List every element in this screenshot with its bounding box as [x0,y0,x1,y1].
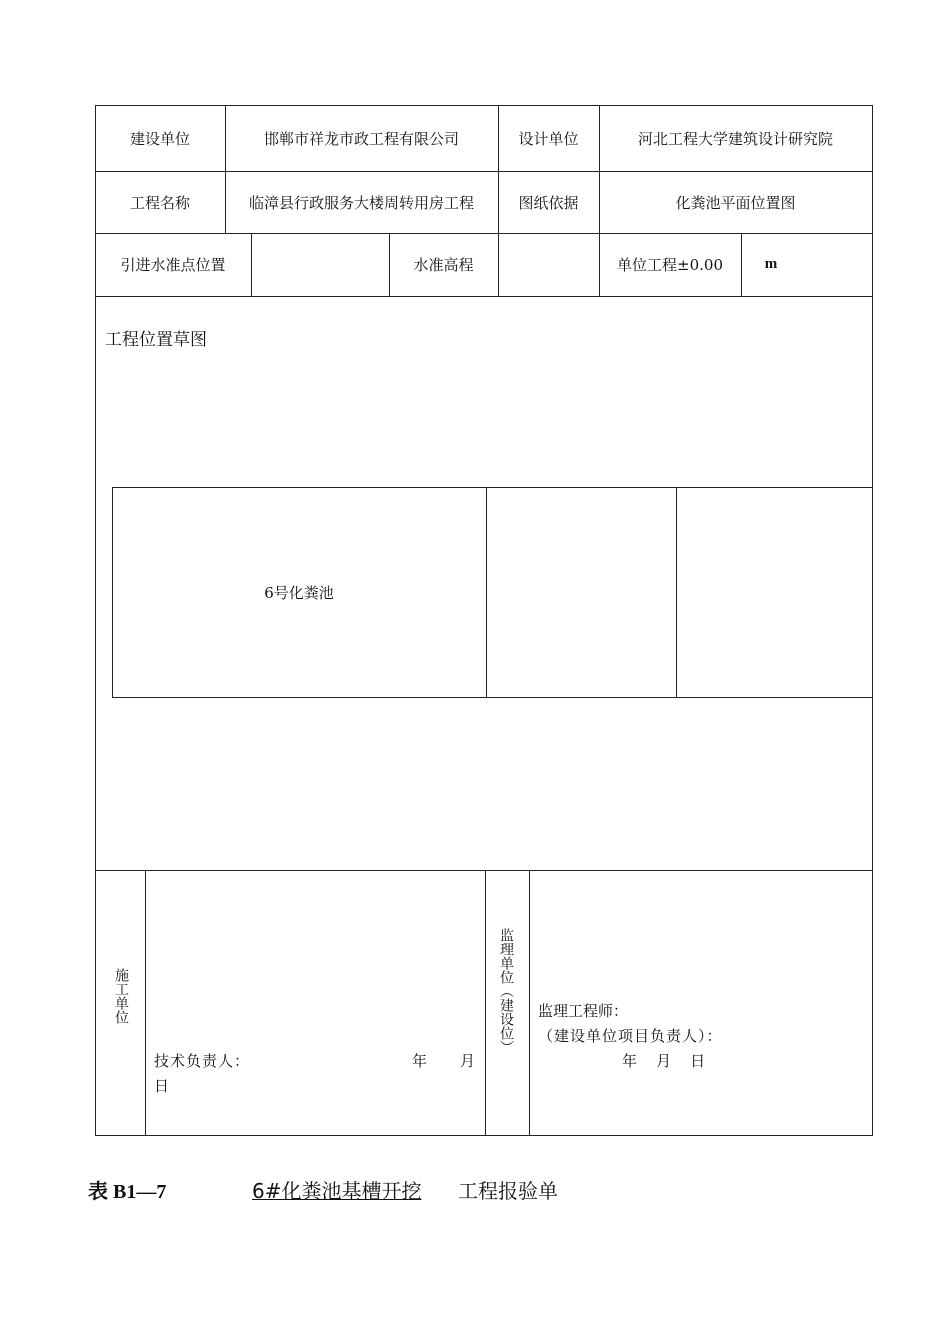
item-title: 6#化粪池基槽开挖 [252,1179,422,1203]
unit-project-unit: m [764,256,778,272]
septic-tank-label: 6号化粪池 [264,584,334,602]
supervisor-label: 监理工程师： [538,1002,629,1020]
design-unit-label: 设计单位 [518,129,579,148]
contractor-date-year: 年 [412,1052,428,1070]
drawing-basis-value: 化粪池平面位置图 [675,193,796,212]
form-title: 工程报验单 [458,1179,558,1203]
table-row3-divider [95,296,873,297]
sig-divider-2 [485,870,486,1135]
contractor-date-day: 日 [154,1077,170,1095]
table-right-border [872,105,873,1136]
construction-unit-label: 建设单位 [129,129,190,148]
table-bottom-border [95,1135,873,1136]
owner-rep-label: （建设单位项目负责人）： [538,1027,723,1045]
construction-unit-value: 邯郸市祥龙市政工程有限公司 [263,129,459,148]
supervision-label: 监理单位（建设位） [498,928,514,1054]
benchmark-location-value [251,233,389,296]
sketch-box-divider-2 [676,487,677,698]
level-elevation-label: 水准高程 [413,256,474,274]
contractor-date-month: 月 [460,1052,476,1070]
design-unit-value: 河北工程大学建筑设计研究院 [637,129,833,148]
benchmark-location-label: 引进水准点位置 [120,256,226,274]
form-number: 表 B1—7 [88,1181,167,1203]
sketch-title: 工程位置草图 [105,330,207,350]
project-name-value: 临漳县行政服务大楼周转用房工程 [248,193,474,212]
supervisor-date: 年 月 日 [622,1052,706,1070]
drawing-basis-label: 图纸依据 [518,193,579,212]
level-elevation-value [498,233,599,296]
tech-lead-label: 技术负责人： [154,1052,251,1070]
unit-project-label: 单位工程±0.00 [617,256,723,274]
sig-divider-1 [145,870,146,1135]
table-sketch-divider [95,870,873,871]
contractor-label: 施工单位 [113,968,129,1024]
sig-divider-3 [529,870,530,1135]
project-name-label: 工程名称 [129,193,190,212]
sketch-box-divider-1 [486,487,487,698]
